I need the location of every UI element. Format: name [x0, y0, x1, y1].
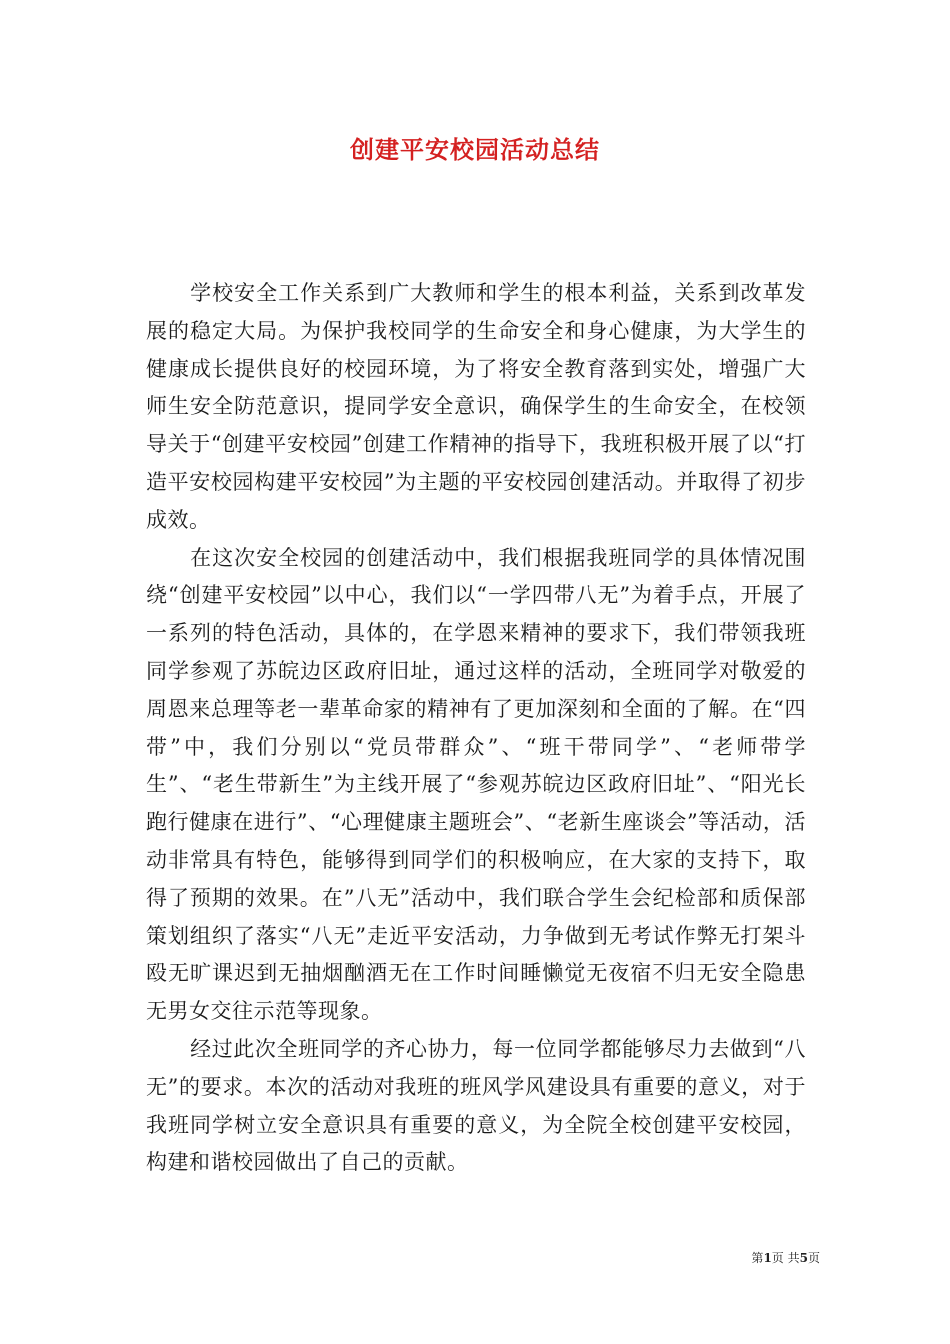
footer-prefix: 第 — [751, 1251, 764, 1265]
footer-current-page: 1 — [763, 1251, 772, 1265]
paragraph-2: 在这次安全校园的创建活动中，我们根据我班同学的具体情况围绕“创建平安校园”以中心，我们以“一学四带八无”为着手点，开展了一系列的特色活动，具体的，在学恩来精神的要求下，我们带领我班同学参观了苏皖边区政府旧址，通过这样的活动，全班同学对敬爱的周恩来总理等老一辈革命家的精神有了更加深刻和全面的了解。在“四带”中，我们分别以“党员带群众”、“班干带同学”、“老师带学生”、“老生带新生”为主线开展了“参观苏皖边区政府旧址”、“阳光长跑行健康在进行”、“心理健康主题班会”、“老新生座谈会”等活动，活动非常具有特色，能够得到同学们的积极响应，在大家的支持下，取得了预期的效果。在”八无”活动中，我们联合学生会纪检部和质保部策划组织了落实“八无”走近平安活动，力争做到无考试作弊无打架斗殴无旷课迟到无抽烟酗酒无在工作时间睡懒觉无夜宿不归无安全隐患无男女交往示范等现象。 — [146, 545, 806, 1024]
document-body — [146, 275, 806, 1182]
document-title: 创建平安校园活动总结 — [350, 135, 600, 164]
paragraph-3: 经过此次全班同学的齐心协力，每一位同学都能够尽力去做到“八无”的要求。本次的活动对我班的班风学风建设具有重要的意义，对于我班同学树立安全意识具有重要的意义，为全院全校创建平安校园，构建和谐校园做出了自己的贡献。 — [146, 1036, 806, 1175]
footer-middle: 页 共 — [771, 1251, 800, 1265]
footer-suffix: 页 — [807, 1251, 820, 1265]
page-number-footer — [700, 1249, 820, 1266]
footer-total-pages: 5 — [799, 1251, 808, 1265]
paragraph-1: 学校安全工作关系到广大教师和学生的根本利益，关系到改革发展的稳定大局。为保护我校同学的生命安全和身心健康，为大学生的健康成长提供良好的校园环境，为了将安全教育落到实处，增强广大师生安全防范意识，提同学安全意识，确保学生的生命安全，在校领导关于“创建平安校园”创建工作精神的指导下，我班积极开展了以“打造平安校园构建平安校园”为主题的平安校园创建活动。并取得了初步成效。 — [146, 281, 806, 532]
